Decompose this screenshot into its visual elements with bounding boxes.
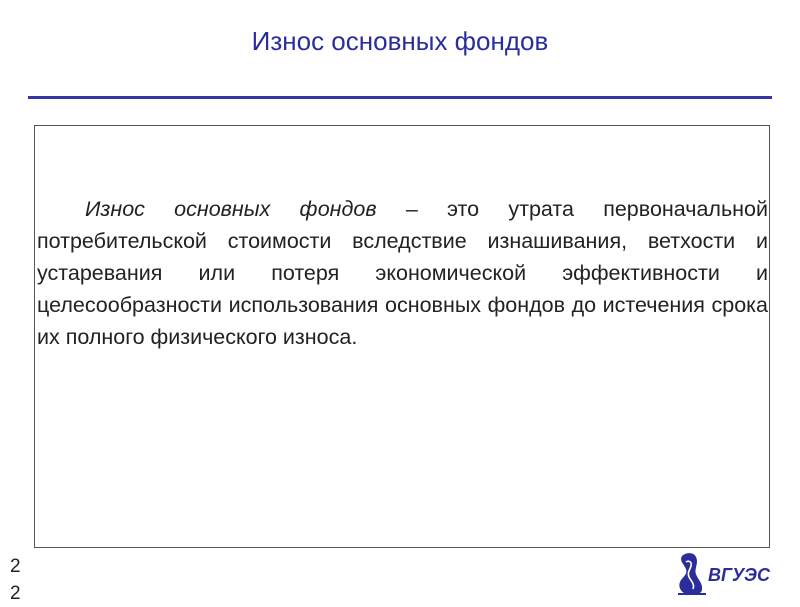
definition-box — [34, 125, 770, 548]
definition-paragraph — [37, 193, 768, 353]
slide-title: Износ основных фондов — [251, 26, 549, 56]
page-number-line-2: 2 — [10, 583, 21, 604]
definition-term: Износ основных фондов — [85, 197, 377, 221]
page-number — [10, 553, 30, 607]
page-number-line-1: 2 — [10, 556, 21, 577]
definition-text: – это утрата первоначальной потребительской стоимости вследствие изнашивания, ветхости и устаревания или потеря экономической эффективности и целесообразности использования основных фондов до истечения срока их полного физического износа. — [37, 197, 768, 349]
university-logo — [672, 550, 782, 598]
title-underline — [28, 96, 772, 99]
logo-text: ВГУЭС — [708, 565, 770, 585]
emblem-icon — [678, 553, 706, 595]
